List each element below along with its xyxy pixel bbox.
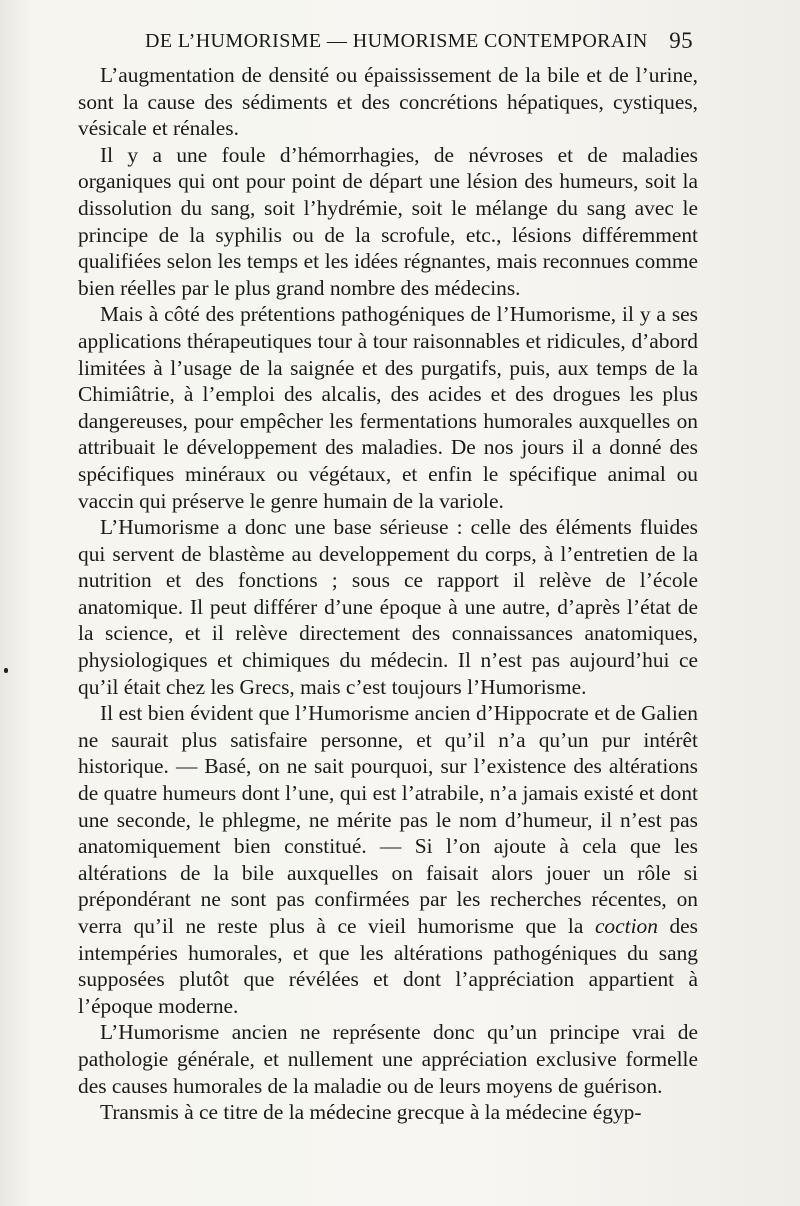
running-head: DE L’HUMORISME — HUMORISME CONTEMPORAIN (145, 30, 648, 52)
paragraph: Il y a une foule d’hémorrhagies, de névroses et de maladies organiques qui ont pour point de départ une lésion des humeurs, soit la dissolution du sang, soit l’hydrémie, soit le mélange du sang avec le principe de la syphilis ou de la scrofule, etc., lésions différemment qualifiées selon les temps et les idées régnantes, mais reconnues comme bien réelles par le plus grand nombre des médecins. (78, 142, 698, 300)
paragraph: Transmis à ce titre de la médecine grecque à la médecine égyp- (100, 1100, 642, 1125)
body-text (78, 62, 698, 1126)
paragraph-text: des intempéries humorales, et que les altérations pathogéniques du sang supposées plutôt que révélées et dont l’appréciation appartient à l’époque moderne. (78, 914, 698, 1018)
paragraph: L’Humorisme a donc une base sérieuse : celle des éléments fluides qui servent de blastème au developpement du corps, à l’entretien de la nutrition et des fonctions ; sous ce rapport il relève de l’école anatomique. Il peut différer d’une époque à une autre, d’après l’état de la science, et il relève directement des connaissances anatomiques, physiologiques et chimiques du médecin. Il n’est pas aujourd’hui ce qu’il était chez les Grecs, mais c’est toujours l’Humorisme. (78, 515, 698, 699)
emphasis-coction: coction (594, 914, 658, 938)
page-number: 95 (669, 28, 693, 53)
paragraph: Mais à côté des prétentions pathogéniques de l’Humorisme, il y a ses applications thérapeutiques tour à tour raisonnables et ridicules, d’abord limitées à l’usage de la saignée et des purgatifs, puis, aux temps de la Chimiâtrie, à l’emploi des alcalis, des acides et des drogues les plus dangereuses, pour empêcher les fermentations humorales auxquelles on attribuait le développement des maladies. De nos jours il a donné des spécifiques minéraux ou végétaux, et enfin le spécifique animal ou vaccin qui préserve le genre humain de la variole. (78, 302, 698, 513)
page-header (145, 30, 693, 56)
margin-ink-mark (4, 668, 8, 673)
paragraph: L’Humorisme ancien ne représente donc qu’un principe vrai de pathologie générale, et nullement une appréciation exclusive formelle des causes humorales de la maladie ou de leurs moyens de guérison. (78, 1020, 698, 1098)
paragraph-text: Il est bien évident que l’Humorisme ancien d’Hippocrate et de Galien ne saurait plus satisfaire personne, et qu’il n’a qu’un pur intérêt historique. — Basé, on ne sait pourquoi, sur l’existence des altérations de quatre humeurs dont l’une, qui est l’atrabile, n’a jamais existé et dont une seconde, le phlegme, ne mérite pas le nom d’humeur, il n’est pas anatomiquement bien constitué. — Si l’on ajoute à cela que les altérations de la bile auxquelles on faisait alors jouer un rôle si prépondérant ne sont pas confirmées par les recherches récentes, on verra qu’il ne reste plus à ce vieil humorisme que la (78, 701, 698, 938)
paragraph: L’augmentation de densité ou épaississement de la bile et de l’urine, sont la cause des sédiments et des concrétions hépatiques, cystiques, vésicale et rénales. (78, 63, 698, 141)
paragraph (78, 700, 698, 1019)
